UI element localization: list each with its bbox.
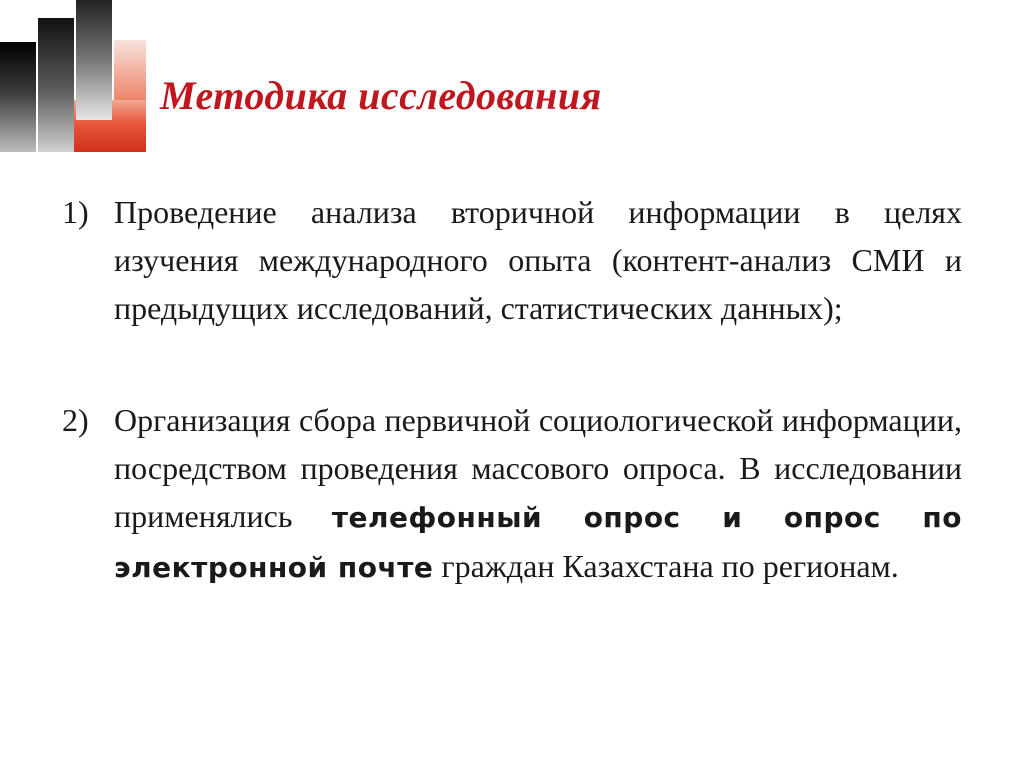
logo-bar-grey: [76, 0, 112, 120]
item-number: 2): [62, 402, 89, 438]
item-text-end: граждан Казахстана по регионам.: [433, 548, 899, 584]
method-list: [62, 188, 962, 592]
slide-title: Методика исследования: [160, 73, 602, 118]
item-text-start: Организация сбора первичной социологической информации, посредством проведения массового опроса. В исследовании применялись: [114, 402, 962, 534]
item-text-bold: телефонный опрос и опрос по электронной почте: [114, 501, 963, 584]
logo-bar-black: [0, 42, 36, 152]
bar-chart-logo-icon: [0, 0, 150, 152]
item-number: 1): [62, 194, 89, 230]
logo-bar-dark-grey: [38, 18, 74, 152]
list-item: [62, 396, 962, 592]
item-text: Проведение анализа вторичной информации в целях изучения международного опыта (контент-анализ СМИ и предыдущих исследований, статистических данных);: [114, 194, 962, 326]
list-item: [62, 188, 962, 332]
